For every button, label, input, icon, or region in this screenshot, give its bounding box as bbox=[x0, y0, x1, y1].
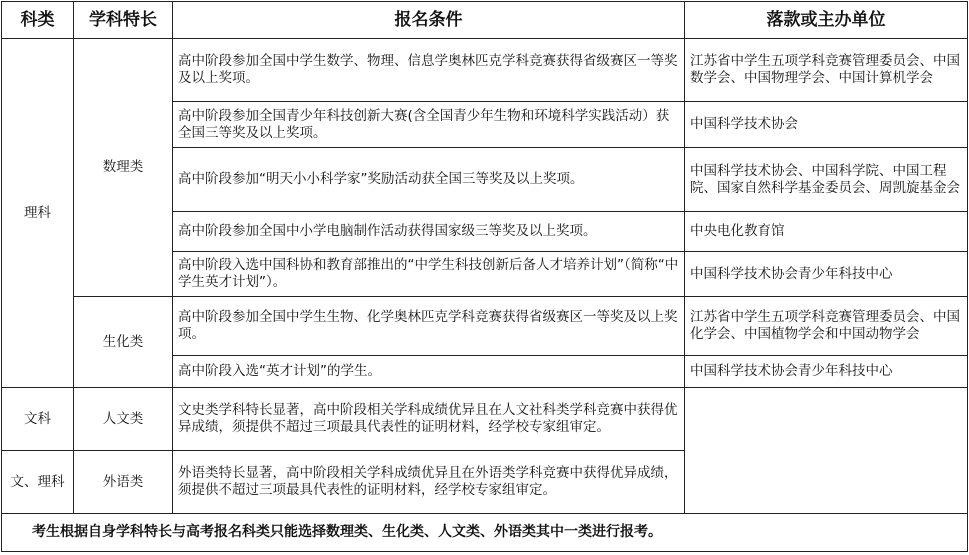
condition-cell: 高中阶段参加全国中学生数学、物理、信息学奥林匹克学科竞赛获得省级赛区一等奖及以上奖项。 bbox=[173, 39, 685, 102]
condition-cell: 文史类学科特长显著，高中阶段相关学科成绩优异且在人文社科类学科竞赛中获得优异成绩，须提供不超过三项最具代表性的证明材料，经学校专家组审定。 bbox=[173, 388, 685, 451]
footer-row bbox=[2, 514, 968, 552]
admission-conditions-table bbox=[1, 1, 968, 552]
organizer-cell-empty bbox=[685, 388, 968, 514]
header-condition: 报名条件 bbox=[173, 2, 685, 39]
condition-cell: 高中阶段参加全国青少年科技创新大赛(含全国青少年生物和环境科学实践活动）获全国三等奖及以上奖项。 bbox=[173, 102, 685, 148]
category-science: 理科 bbox=[2, 39, 74, 388]
footer-note: 考生根据自身学科特长与高考报名科类只能选择数理类、生化类、人文类、外语类其中一类进行报考。 bbox=[2, 514, 968, 552]
organizer-cell: 中国科学技术协会 bbox=[685, 102, 968, 148]
specialty-foreign-lang: 外语类 bbox=[74, 451, 173, 514]
header-category: 科类 bbox=[2, 2, 74, 39]
condition-cell: 高中阶段入选“英才计划”的学生。 bbox=[173, 356, 685, 388]
organizer-cell: 中国科学技术协会、中国科学院、中国工程院、国家自然科学基金委员会、周凯旋基金会 bbox=[685, 148, 968, 212]
category-mixed: 文、理科 bbox=[2, 451, 74, 514]
table-row bbox=[2, 388, 968, 451]
organizer-cell: 江苏省中学生五项学科竞赛管理委员会、中国化学会、中国植物学会和中国动物学会 bbox=[685, 297, 968, 356]
organizer-cell: 中国科学技术协会青少年科技中心 bbox=[685, 356, 968, 388]
table-row bbox=[2, 297, 968, 356]
category-liberal: 文科 bbox=[2, 388, 74, 451]
specialty-math-physics: 数理类 bbox=[74, 39, 173, 297]
table-row bbox=[2, 39, 968, 102]
condition-cell: 高中阶段参加全国中学生生物、化学奥林匹克学科竞赛获得省级赛区一等奖及以上奖项。 bbox=[173, 297, 685, 356]
condition-cell: 外语类特长显著，高中阶段相关学科成绩优异且在外语类学科竞赛中获得优异成绩，须提供不超过三项最具代表性的证明材料，经学校专家组审定。 bbox=[173, 451, 685, 514]
condition-cell: 高中阶段参加“明天小小科学家”奖励活动获全国三等奖及以上奖项。 bbox=[173, 148, 685, 212]
condition-cell: 高中阶段参加全国中小学电脑制作活动获得国家级三等奖及以上奖项。 bbox=[173, 212, 685, 252]
header-specialty: 学科特长 bbox=[74, 2, 173, 39]
header-row bbox=[2, 2, 968, 39]
specialty-humanities: 人文类 bbox=[74, 388, 173, 451]
condition-cell: 高中阶段入选中国科协和教育部推出的“中学生科技创新后备人才培养计划”（简称“中学生英才计划”）。 bbox=[173, 252, 685, 297]
organizer-cell: 中央电化教育馆 bbox=[685, 212, 968, 252]
organizer-cell: 江苏省中学生五项学科竞赛管理委员会、中国数学会、中国物理学会、中国计算机学会 bbox=[685, 39, 968, 102]
specialty-bio-chem: 生化类 bbox=[74, 297, 173, 388]
organizer-cell: 中国科学技术协会青少年科技中心 bbox=[685, 252, 968, 297]
header-organizer: 落款或主办单位 bbox=[685, 2, 968, 39]
